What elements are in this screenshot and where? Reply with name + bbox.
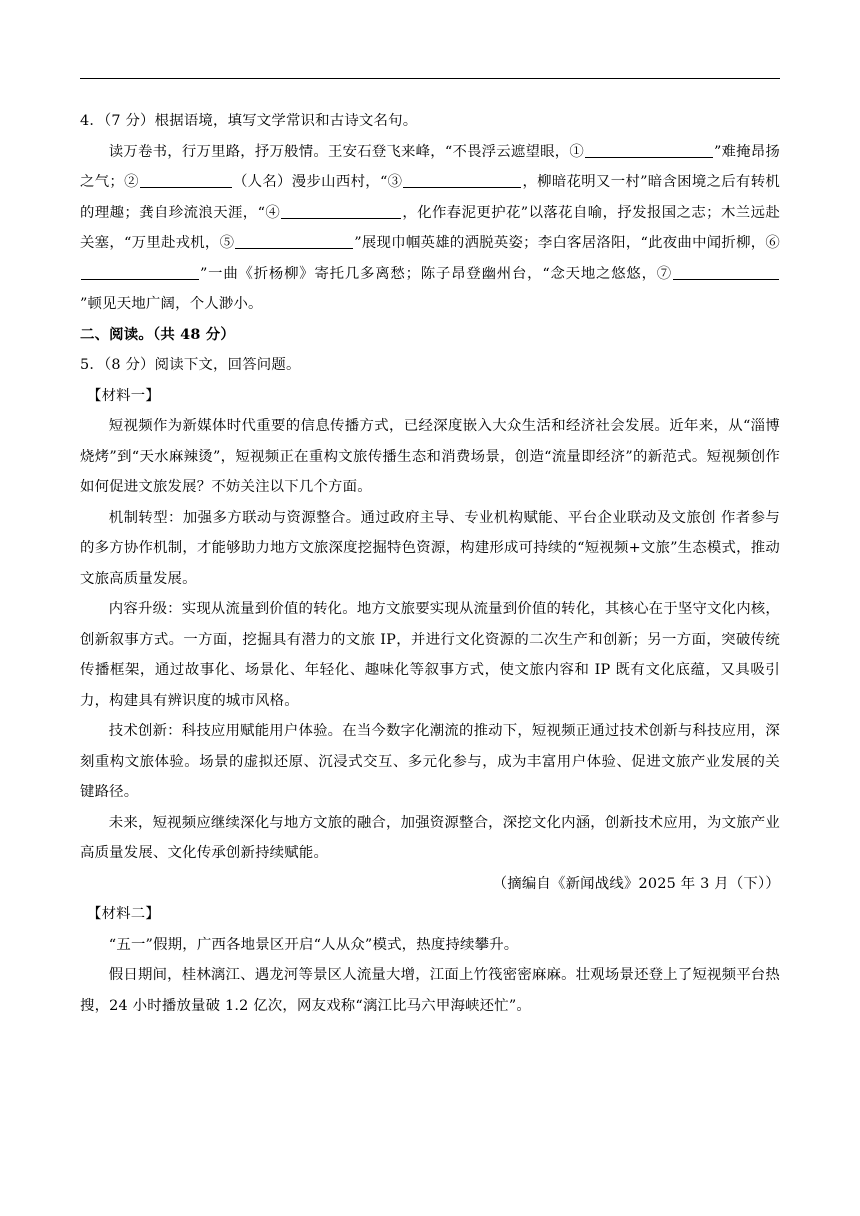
material-1-source: （摘编自《新闻战线》2025 年 3 月（下）） bbox=[492, 875, 780, 892]
q4-text-5: ，柳暗花明又一村”暗含困境 bbox=[522, 174, 707, 190]
question-4-passage bbox=[80, 137, 780, 320]
material-2-paragraph: 假日期间，桂林漓江、遇龙河等景区人流量大增，江面上竹筏密密麻麻。壮观场景还登上了短视频平台热搜，24 小时播放量破 1.2 亿次，网友戏称“漓江比马六甲海峡还忙”。 bbox=[80, 967, 780, 1014]
blank-5[interactable] bbox=[235, 233, 353, 249]
q4-text-2: ”难 bbox=[713, 143, 737, 160]
blank-6[interactable] bbox=[81, 264, 199, 280]
q4-text-7: ，化作春泥更护花”以落花自喻，抒发报 bbox=[402, 204, 662, 221]
material-1-label: 【材料一】 bbox=[87, 387, 160, 404]
q4-text-12: 天地之悠悠，⑦ bbox=[565, 265, 672, 282]
material-1-paragraph: 机制转型：加强多方联动与资源整合。通过政府主导、专业机构赋能、平台企业联动及文旅创 作者参与的多方协作机制，才能够助力地方文旅深度挖掘特色资源，构建形成可持续的“短视频+文旅”生态模式，推动文旅高质量发展。 bbox=[80, 509, 780, 587]
q4-text-8: 国之志；木兰远赴关塞，“万里赴戎机，⑤ bbox=[80, 204, 780, 251]
header-rule bbox=[80, 78, 780, 79]
question-5-stem: 5．（8 分）阅读下文，回答问题。 bbox=[80, 357, 301, 373]
q4-text-11: ”一曲《折杨柳》寄托几多离愁；陈子昂登幽州台，“念 bbox=[200, 265, 566, 282]
material-1-paragraph: 短视频作为新媒体时代重要的信息传播方式，已经深度嵌入大众生活和经济社会发展。近年来，从“淄博烧烤”到“天水麻辣烫”，短视频正在重构文旅传播生态和消费场景，创造“流量即经济”的新范式。短视频创作如何促进文旅发展？不妨关注以下几个方面。 bbox=[80, 418, 780, 495]
q4-text-4: （人名）漫步山西村，“③ bbox=[232, 174, 403, 190]
blank-4[interactable] bbox=[281, 203, 401, 219]
blank-7[interactable] bbox=[673, 264, 779, 280]
material-1-paragraph: 内容升级：实现从流量到价值的转化。地方文旅要实现从流量到价值的转化，其核心在于坚守文化内核，创新叙事方式。一方面，挖掘具有潜力的文旅 IP，并进行文化资源的二次生产和创新；另一方面，突破传统传播框架，通过故事化、场景化、年轻化、趣味化等叙事方式，使文旅内容和 IP 既有文化底蕴，又具吸引力，构建具有辨识度的城市风格。 bbox=[80, 601, 780, 709]
q4-text-1: 读万卷书，行万里路，抒万般情。王安石登飞来峰，“不畏浮云遮望眼，① bbox=[108, 143, 584, 160]
material-1-paragraph: 未来，短视频应继续深化与地方文旅的融合，加强资源整合，深挖文化内涵，创新技术应用，为文旅产业高质量发展、文化传承创新持续赋能。 bbox=[80, 814, 780, 861]
material-2-label: 【材料二】 bbox=[87, 906, 160, 922]
q4-text-13: ”顿见天地广阔，个人渺小。 bbox=[80, 296, 263, 312]
material-2-paragraph: “五一”假期，广西各地景区开启“人从众”模式，热度持续攀升。 bbox=[108, 936, 519, 953]
q4-text-9: ”展现巾帼英雄的洒脱英姿；李白客居洛 bbox=[354, 235, 612, 251]
q4-text-3: 掩昂扬之气；② bbox=[80, 143, 780, 190]
blank-3[interactable] bbox=[403, 172, 521, 188]
section-2-heading: 二、阅读。（共 48 分） bbox=[80, 325, 235, 343]
material-1-paragraph: 技术创新：科技应用赋能用户体验。在当今数字化潮流的推动下，短视频正通过技术创新与科技应用，深刻重构文旅体验。场景的虚拟还原、沉浸式交互、多元化参与，成为丰富用户体验、促进文旅产业发展的关键路径。 bbox=[80, 723, 780, 800]
blank-1[interactable] bbox=[585, 142, 713, 158]
q4-text-6: 之后有转机的理趣；龚自珍流浪天涯，“④ bbox=[80, 174, 780, 221]
blank-2[interactable] bbox=[140, 172, 232, 188]
q4-text-10: 阳，“此夜曲中闻折柳，⑥ bbox=[611, 235, 780, 251]
question-4-stem: 4．（7 分）根据语境，填写文学常识和古诗文名句。 bbox=[80, 113, 418, 129]
document-body bbox=[80, 106, 780, 1021]
